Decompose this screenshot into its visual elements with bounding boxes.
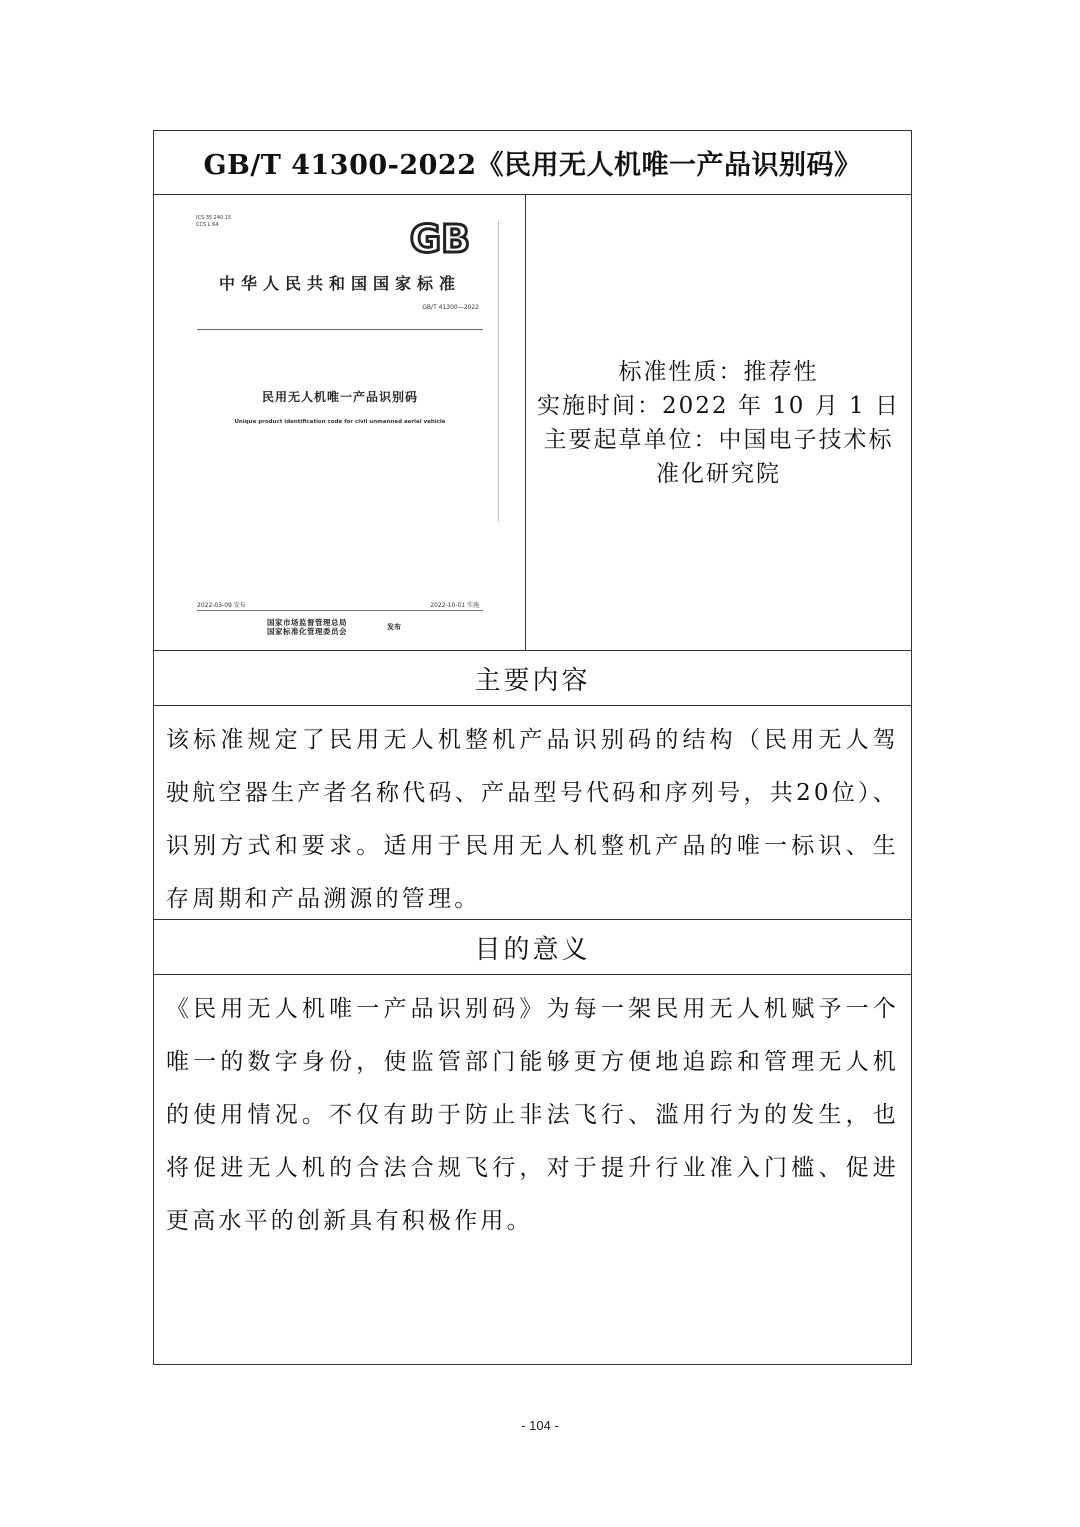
standard-cover-image bbox=[191, 211, 489, 636]
gb-logo bbox=[401, 219, 479, 259]
implementation-date: 实施时间：2022 年 10 月 1 日 bbox=[537, 392, 900, 419]
cover-bottom-rule bbox=[197, 610, 483, 611]
cover-ics-line1: ICS 35.240.15 bbox=[196, 215, 232, 221]
cover-code: GB/T 41300—2022 bbox=[422, 304, 479, 311]
main-content-body bbox=[154, 706, 911, 920]
drafter-line-2: 准化研究院 bbox=[656, 460, 781, 487]
standard-info-table bbox=[153, 130, 912, 1365]
cover-publisher-2: 国家标准化管理委员会 bbox=[267, 627, 347, 636]
main-content-text: 该标准规定了民用无人机整机产品识别码的结构（民用无人驾驶航空器生产者名称代码、产品型号代码和序列号，共20位）、识别方式和要求。适用于民用无人机整机产品的唯一标识、生存周期和产品溯源的管理。 bbox=[166, 727, 899, 912]
purpose-body bbox=[154, 975, 911, 1364]
cover-publish-label: 发布 bbox=[387, 623, 401, 631]
cover-release-date: 2022-03-09 发布 bbox=[197, 602, 246, 609]
title-row bbox=[154, 131, 911, 195]
cover-fold-line bbox=[498, 221, 499, 521]
cover-row bbox=[154, 195, 911, 651]
cover-publishers bbox=[267, 618, 347, 636]
cover-ics-line2: CCS L 64 bbox=[196, 222, 219, 228]
cover-title-en: Unique product identification code for civil unmanned aerial vehicle bbox=[234, 419, 446, 425]
gb-logo-text: GB bbox=[409, 219, 471, 259]
cover-rule bbox=[197, 329, 483, 330]
page-number: - 104 - bbox=[521, 1418, 559, 1433]
cover-national-standard: 中华人民共和国国家标准 bbox=[218, 274, 461, 293]
cover-cell bbox=[154, 195, 526, 650]
main-content-heading: 主要内容 bbox=[154, 651, 911, 706]
purpose-heading: 目的意义 bbox=[154, 920, 911, 975]
cover-ics bbox=[196, 215, 231, 229]
standard-nature: 标准性质：推荐性 bbox=[618, 358, 819, 385]
standard-title: GB/T 41300-2022《民用无人机唯一产品识别码》 bbox=[203, 150, 862, 181]
cover-title-zh: 民用无人机唯一产品识别码 bbox=[261, 390, 418, 404]
cover-implement-date: 2022-10-01 实施 bbox=[430, 602, 479, 609]
cover-publisher-1: 国家市场监督管理总局 bbox=[267, 618, 347, 627]
purpose-text: 《民用无人机唯一产品识别码》为每一架民用无人机赋予一个唯一的数字身份，使监管部门能够更方便地追踪和管理无人机的使用情况。不仅有助于防止非法飞行、滥用行为的发生，也将促进无人机的合法合规飞行，对于提升行业准入门槛、促进更高水平的创新具有积极作用。 bbox=[166, 996, 899, 1234]
info-cell bbox=[526, 195, 911, 650]
drafter-line-1: 主要起草单位：中国电子技术标 bbox=[543, 426, 894, 453]
